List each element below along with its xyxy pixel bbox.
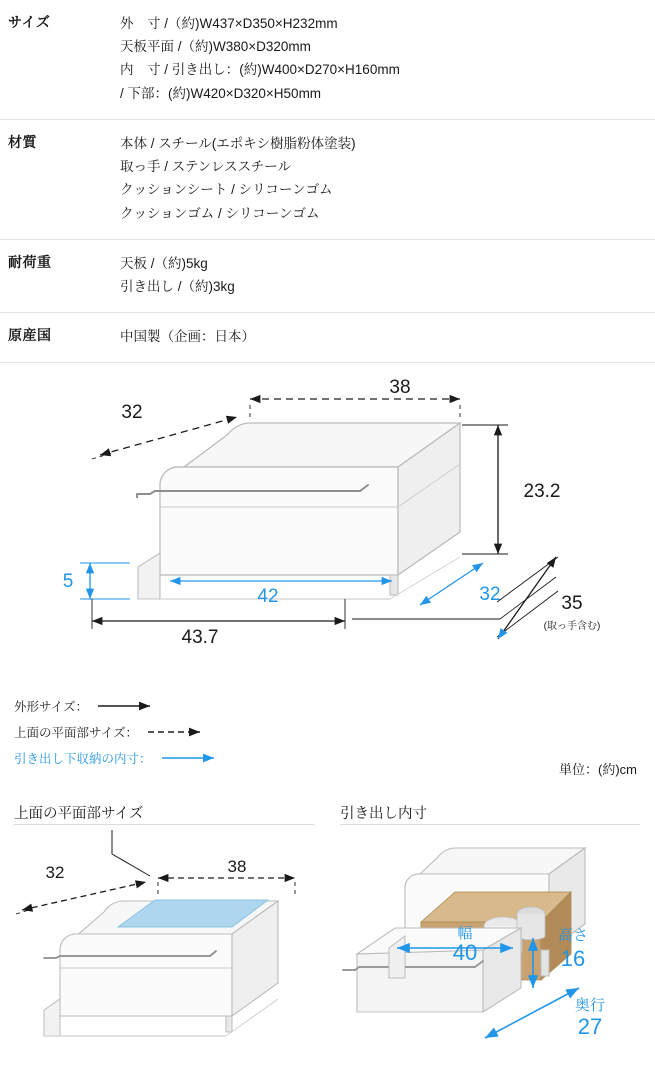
spec-line: クッションシート / シリコーンゴム [120,182,333,198]
spec-line: 中国製（企画：日本） [120,329,255,345]
dim-drawer-width-value: 40 [452,940,478,966]
spec-value-material [120,119,655,239]
legend-label-outer: 外形サイズ： [14,700,89,715]
spec-label-origin: 原産国 [8,327,52,344]
dim-drawer-height-value: 16 [560,946,586,972]
specification-table [0,0,655,363]
legend [0,697,655,802]
spec-line: 引き出し /（約)3kg [120,278,235,294]
legend-label-innerstorage: 引き出し下収納の内寸： [14,752,152,767]
spec-label-material: 材質 [8,133,37,150]
panel-title-top-plane: 上面の平面部サイズ [14,806,144,823]
legend-swatch-solid [94,699,164,713]
dim-panel-left-width: 38 [227,857,247,877]
spec-line: 天板 /（約)5kg [120,255,208,271]
dim-panel-left-depth: 32 [45,863,65,883]
spec-line: 天板平面 /（約)W380×D320mm [120,39,311,55]
legend-item-outer [14,697,164,715]
unit-note: 単位：(約)cm [559,762,637,778]
spec-line: 本体 / スチール(エポキシ樹脂粉体塗装) [120,135,356,151]
spec-line: 取っ手 / ステンレススチール [120,159,292,175]
spec-line: クッションゴム / シリコーンゴム [120,205,320,221]
table-row [0,313,655,363]
spec-value-load-capacity [120,239,655,312]
dim-top-depth: 32 [121,402,143,424]
legend-swatch-dashed [144,725,214,739]
spec-value-size [120,0,655,119]
legend-swatch-blue [158,751,228,765]
spec-label-load-capacity: 耐荷重 [8,253,52,270]
dim-inner-width: 42 [257,586,279,608]
drawer-inner-illustration [335,830,655,1065]
dim-lower-clearance: 5 [62,571,74,593]
dim-top-width: 38 [389,377,411,399]
spec-line: 外 寸 /（約)W437×D350×H232mm [120,16,338,31]
table-row [0,239,655,312]
legend-item-topplane [14,723,214,741]
panel-title-drawer-inner: 引き出し内寸 [340,806,427,823]
dim-height: 23.2 [523,481,561,503]
spec-line: / 下部：(約)W420×D320×H50mm [120,85,322,101]
legend-label-topplane: 上面の平面部サイズ： [14,726,139,741]
dim-drawer-height-label: 高さ [557,927,589,945]
divider-right [340,824,640,825]
dim-outer-depth: 35 [561,593,583,615]
spec-label-size: サイズ [8,14,51,30]
main-dimension-diagram [0,367,655,697]
dim-outer-width: 43.7 [181,627,219,649]
spec-line: 内 寸 / 引き出し：(約)W400×D270×H160mm [120,62,400,78]
dim-drawer-depth-label: 奥行 [574,997,606,1015]
product-illustration [137,423,460,599]
dim-drawer-width-label: 幅 [457,925,473,943]
spec-value-origin [120,313,655,363]
dim-outer-depth-note: (取っ手含む) [543,621,601,633]
dim-drawer-depth-value: 27 [577,1014,603,1040]
detail-panels [0,802,655,1067]
legend-item-innerstorage [14,749,228,767]
dim-inner-depth: 32 [479,584,501,606]
top-plane-illustration [0,830,330,1065]
table-row [0,0,655,119]
table-row [0,119,655,239]
divider-left [14,824,314,825]
